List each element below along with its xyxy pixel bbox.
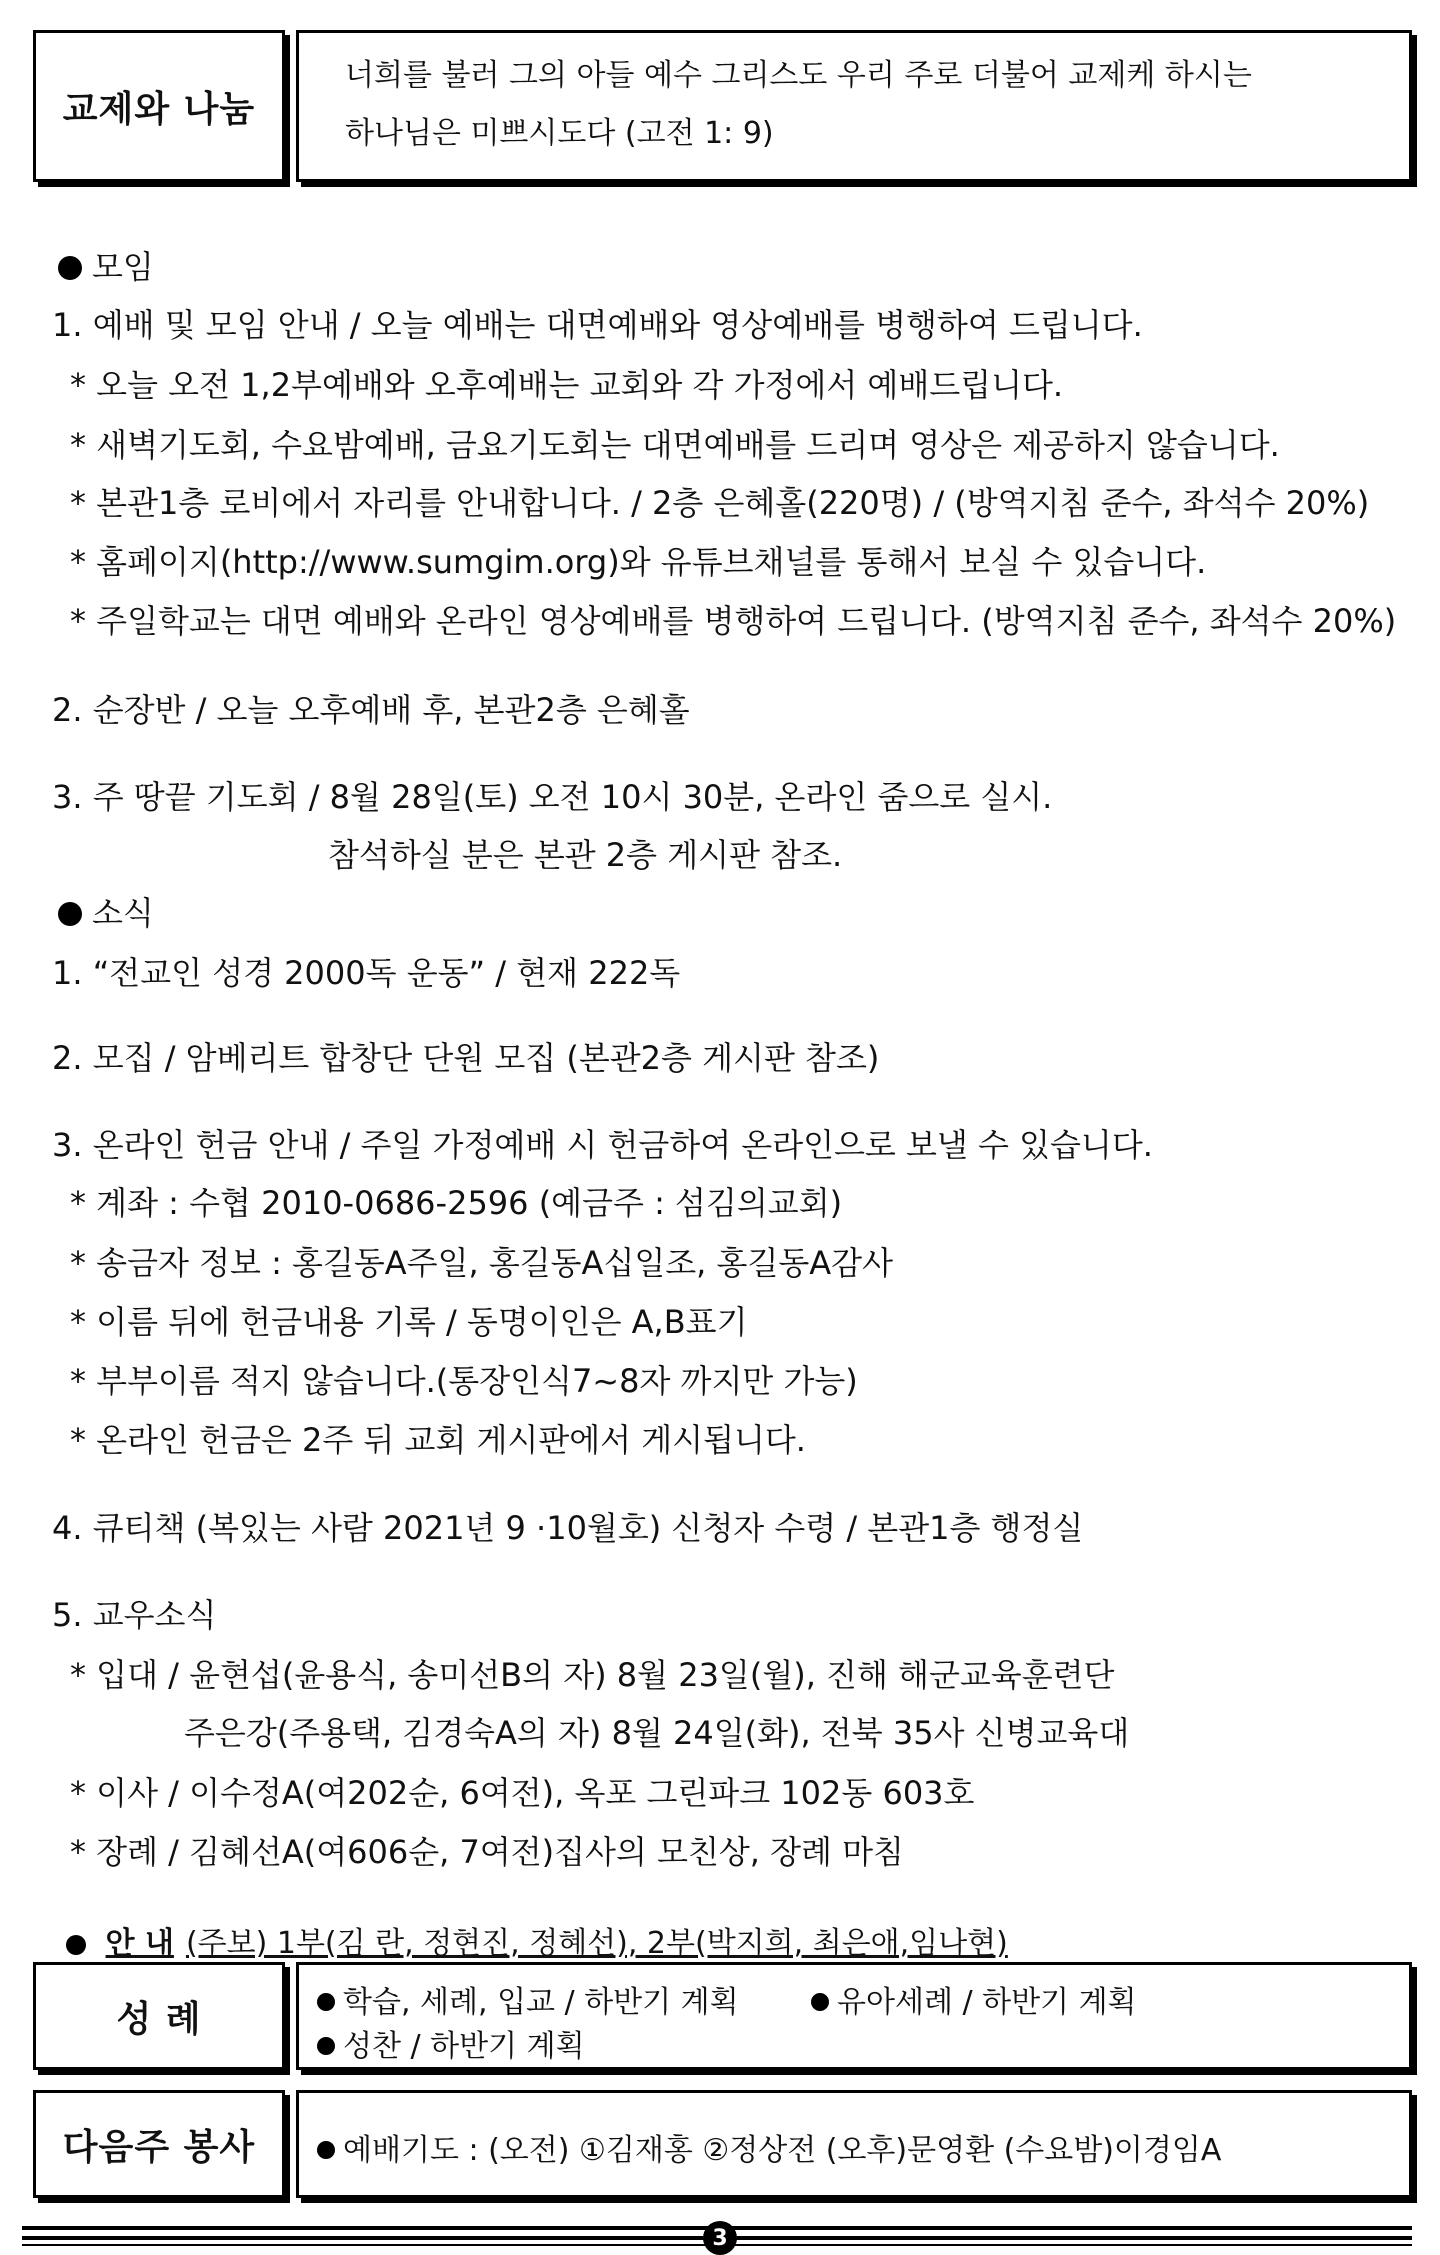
service-content-box	[296, 2090, 1412, 2198]
bullet-icon	[58, 902, 82, 926]
section-label-box	[33, 30, 285, 182]
bullet-icon	[811, 1993, 829, 2011]
news-line: * 계좌 : 수협 2010-0686-2596 (예금주 : 섬김의교회)	[70, 1184, 843, 1222]
news-heading: 소식	[58, 888, 154, 934]
meeting-line: 1. 예배 및 모임 안내 / 오늘 예배는 대면예배와 영상예배를 병행하여 드립니다.	[52, 306, 1143, 344]
sacrament-content-box	[296, 1962, 1412, 2070]
news-line: 주은강(주용택, 김경숙A의 자) 8월 24일(화), 전북 35사 신병교육대	[184, 1714, 1130, 1752]
meeting-line: * 주일학교는 대면 예배와 온라인 영상예배를 병행하여 드립니다. (방역지침 준수, 좌석수 20%)	[70, 602, 1397, 640]
verse-line-2: 하나님은 미쁘시도다 (고전 1: 9)	[345, 116, 774, 151]
news-line: * 장례 / 김혜선A(여606순, 7여전)집사의 모친상, 장례 마침	[70, 1833, 904, 1871]
guide-title: 안 내	[105, 1926, 174, 1961]
guide-text: (주보) 1부(김 란, 정현진, 정혜선), 2부(박지희, 최은애,임나현)	[185, 1926, 1008, 1961]
meeting-line: 3. 주 땅끝 기도회 / 8월 28일(토) 오전 10시 30분, 온라인 줌으로 실시.	[52, 778, 1053, 816]
bullet-icon	[58, 256, 82, 280]
bullet-icon	[317, 1993, 335, 2011]
sacrament-item: 학습, 세례, 입교 / 하반기 계획	[317, 1977, 739, 2021]
meeting-line: 2. 순장반 / 오늘 오후예배 후, 본관2층 은혜홀	[52, 691, 690, 729]
meeting-line: * 본관1층 로비에서 자리를 안내합니다. / 2층 은혜홀(220명) / (방역지침 준수, 좌석수 20%)	[70, 484, 1370, 522]
news-line: 2. 모집 / 암베리트 합창단 단원 모집 (본관2층 게시판 참조)	[52, 1039, 880, 1077]
news-line: * 온라인 헌금은 2주 뒤 교회 게시판에서 게시됩니다.	[70, 1421, 806, 1459]
sacrament-label-box	[33, 1962, 285, 2070]
bullet-icon	[317, 2037, 335, 2055]
news-line: 4. 큐티책 (복있는 사람 2021년 9 ·10월호) 신청자 수령 / 본관1층 행정실	[52, 1509, 1084, 1547]
meeting-line: * 오늘 오전 1,2부예배와 오후예배는 교회와 각 가정에서 예배드립니다.	[70, 366, 1064, 404]
news-line: 5. 교우소식	[52, 1596, 217, 1634]
service-label: 다음주 봉사	[62, 2126, 256, 2168]
news-line: * 이름 뒤에 헌금내용 기록 / 동명이인은 A,B표기	[70, 1303, 748, 1341]
page-number: 3	[703, 2221, 737, 2255]
news-line: * 입대 / 윤현섭(윤용식, 송미선B의 자) 8월 23일(월), 진해 해군교육훈련단	[70, 1656, 1115, 1694]
bullet-icon	[317, 2141, 335, 2159]
sacrament-item: 성찬 / 하반기 계획	[317, 2021, 585, 2065]
sacrament-item: 유아세례 / 하반기 계획	[811, 1977, 1137, 2021]
section-label: 교제와 나눔	[62, 88, 256, 130]
meeting-line: * 홈페이지(http://www.sumgim.org)와 유튜브채널를 통해서 보실 수 있습니다.	[70, 543, 1207, 581]
news-line: 3. 온라인 헌금 안내 / 주일 가정예배 시 헌금하여 온라인으로 보낼 수 있습니다.	[52, 1126, 1153, 1164]
news-line: * 부부이름 적지 않습니다.(통장인식7~8자 까지만 가능)	[70, 1362, 858, 1400]
verse-box	[296, 30, 1412, 182]
news-line: * 송금자 정보 : 홍길동A주일, 홍길동A십일조, 홍길동A감사	[70, 1244, 893, 1282]
service-label-box	[33, 2090, 285, 2198]
guide-line	[66, 1918, 1008, 1962]
sacrament-label: 성 례	[116, 1998, 202, 2040]
bullet-icon	[66, 1935, 86, 1955]
verse-line-1: 너희를 불러 그의 아들 예수 그리스도 우리 주로 더불어 교제케 하시는	[345, 58, 1252, 93]
news-line: * 이사 / 이수정A(여202순, 6여전), 옥포 그린파크 102동 603호	[70, 1774, 975, 1812]
news-line: 1. “전교인 성경 2000독 운동” / 현재 222독	[52, 954, 681, 992]
meeting-line: * 새벽기도회, 수요밤예배, 금요기도회는 대면예배를 드리며 영상은 제공하지 않습니다.	[70, 426, 1280, 464]
meeting-line: 참석하실 분은 본관 2층 게시판 참조.	[328, 836, 843, 874]
service-text: 예배기도 : (오전) ①김재홍 ②정상전 (오후)문영환 (수요밤)이경임A	[317, 2125, 1221, 2169]
meeting-heading: 모임	[58, 242, 154, 288]
verse-text	[299, 33, 1409, 163]
